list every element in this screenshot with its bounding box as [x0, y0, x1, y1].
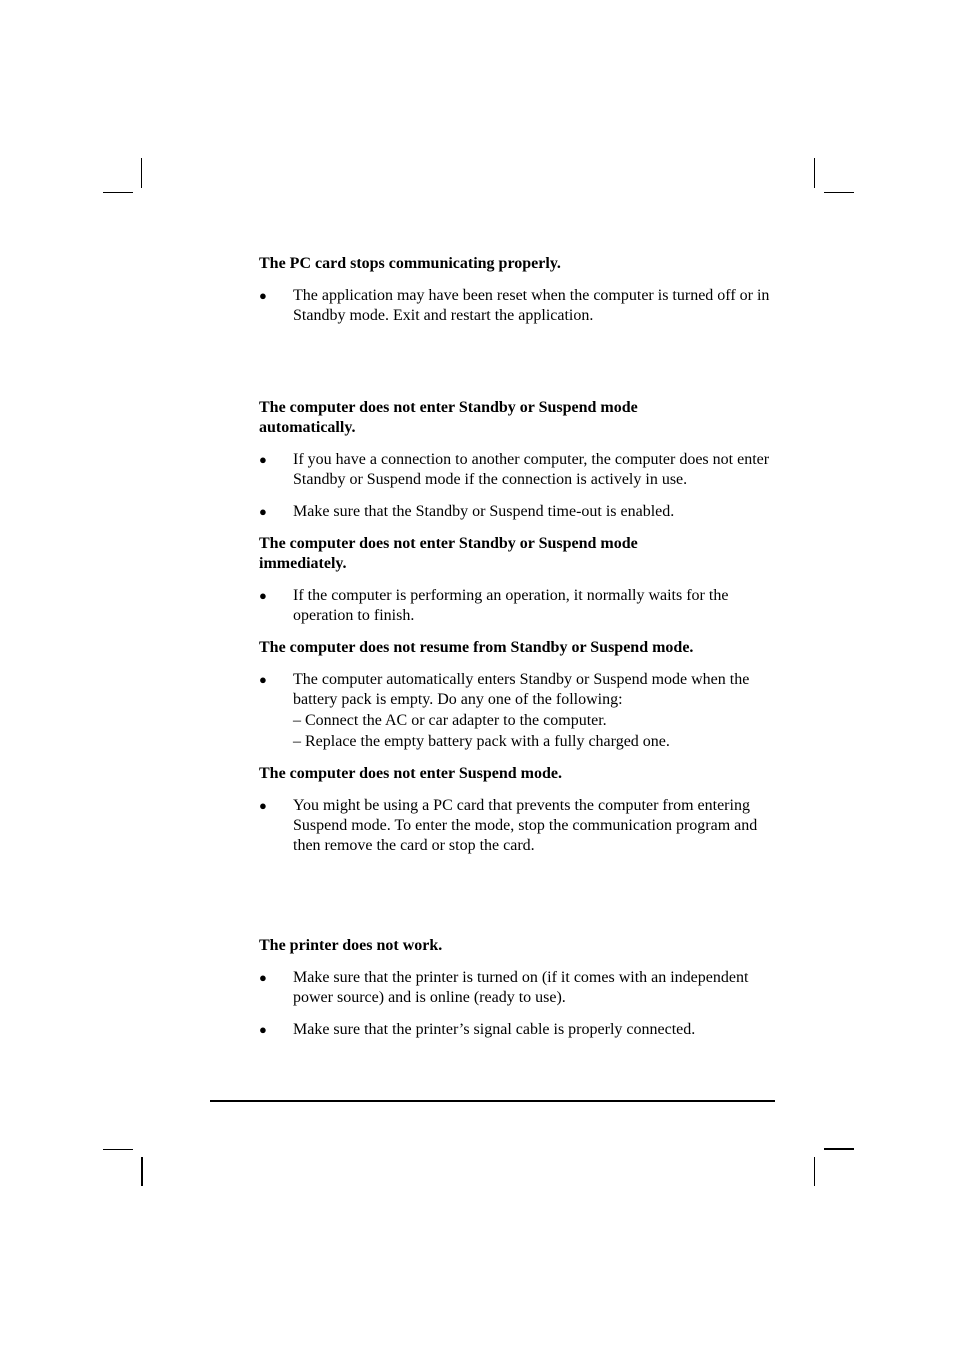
crop-mark-top-right-h [824, 192, 854, 193]
section-heading: The PC card stops communicating properly. [259, 255, 561, 272]
list-item [259, 968, 779, 1008]
bullet-icon: ● [259, 452, 267, 467]
bullet-icon: ● [259, 504, 267, 519]
sub-item: – Connect the AC or car adapter to the computer. [293, 712, 607, 729]
crop-mark-top-right-v [814, 158, 815, 188]
bullet-icon: ● [259, 1022, 267, 1037]
section-standby-immediate [259, 534, 779, 626]
section-standby-automatic [259, 398, 779, 522]
list-item-text: Make sure that the Standby or Suspend time-out is enabled. [293, 503, 675, 520]
list-item-text: Make sure that the printer is turned on (if it comes with an independent power source) and is online (ready to use). [293, 969, 749, 1006]
list-item-text: The computer automatically enters Standby or Suspend mode when the battery pack is empty. Do any one of the following: [293, 671, 750, 708]
bullet-icon: ● [259, 588, 267, 603]
crop-mark-bottom-left-v [141, 1157, 143, 1186]
section-heading: The printer does not work. [259, 937, 443, 954]
section-suspend [259, 764, 779, 856]
list-item [259, 796, 779, 856]
crop-mark-bottom-left-h [103, 1149, 133, 1150]
list-item-text: If you have a connection to another computer, the computer does not enter Standby or Suspend mode if the connection is actively in use. [293, 451, 770, 488]
section-spacer [259, 868, 779, 936]
section-heading: The computer does not enter Standby or Suspend mode automatically. [259, 399, 638, 436]
list-item [259, 586, 779, 626]
crop-mark-bottom-right-h [824, 1148, 854, 1150]
bullet-icon: ● [259, 970, 267, 985]
crop-mark-top-left-v [141, 158, 142, 188]
section-heading: The computer does not enter Standby or Suspend mode immediately. [259, 535, 638, 572]
section-pc-card [259, 254, 779, 326]
crop-mark-bottom-right-v [814, 1157, 815, 1186]
bullet-icon: ● [259, 288, 267, 303]
section-printer [259, 936, 779, 1040]
footer-rule [210, 1100, 775, 1102]
bullet-icon: ● [259, 672, 267, 687]
list-item [259, 1020, 779, 1040]
section-spacer [259, 338, 779, 398]
sub-item: – Replace the empty battery pack with a fully charged one. [293, 733, 670, 750]
list-item-text: Make sure that the printer’s signal cable is properly connected. [293, 1021, 696, 1038]
list-item [259, 670, 779, 752]
list-item-text: You might be using a PC card that prevents the computer from entering Suspend mode. To enter the mode, stop the communication program and then remove the card or stop the card. [293, 797, 758, 854]
bullet-icon: ● [259, 798, 267, 813]
troubleshooting-content [259, 254, 779, 1052]
section-heading: The computer does not resume from Standby or Suspend mode. [259, 639, 694, 656]
crop-mark-top-left-h [103, 192, 133, 193]
section-heading: The computer does not enter Suspend mode. [259, 765, 562, 782]
list-item-text: The application may have been reset when the computer is turned off or in Standby mode. Exit and restart the application. [293, 287, 770, 324]
section-resume [259, 638, 779, 752]
list-item [259, 450, 779, 490]
list-item [259, 286, 779, 326]
list-item-text: If the computer is performing an operation, it normally waits for the operation to finish. [293, 587, 729, 624]
list-item [259, 502, 779, 522]
